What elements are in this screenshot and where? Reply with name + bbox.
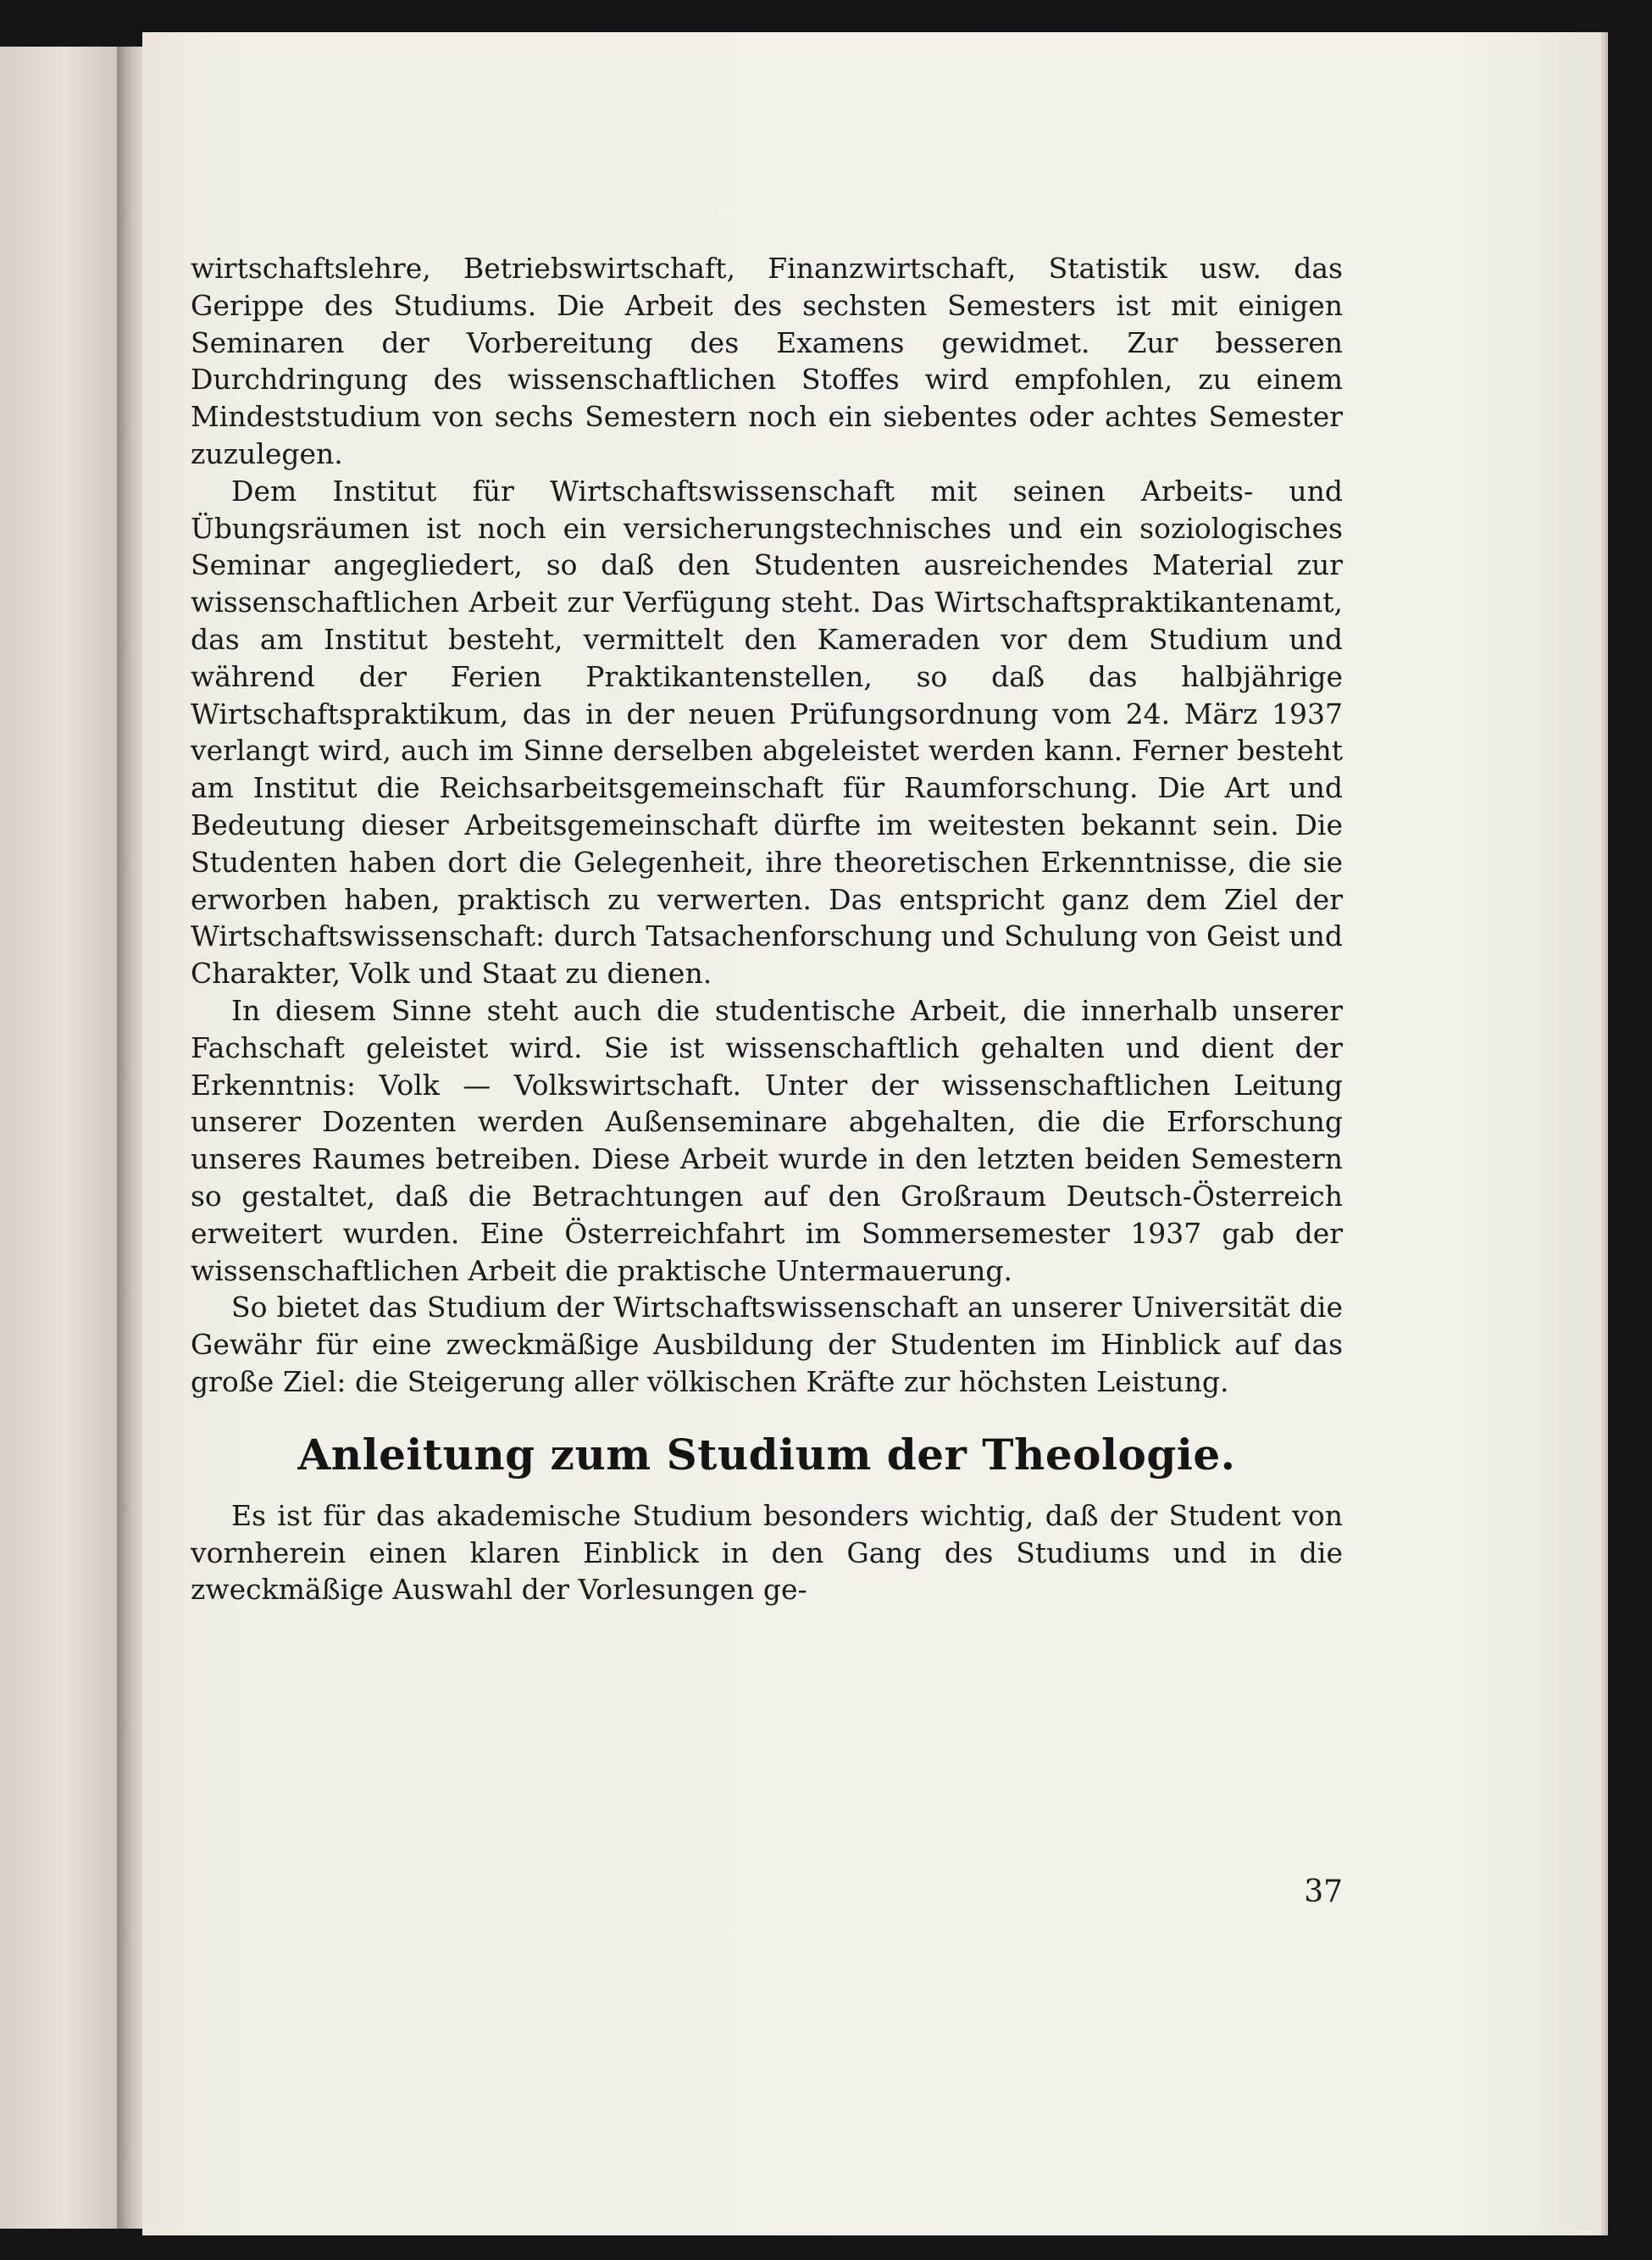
paragraph-conclusion: So bietet das Studium der Wirtschaftswissenschaft an unserer Universität die Gewähr für eine zweckmäßige Ausbildung der Studenten im Hinblick auf das große Ziel: die Steigerung aller völkischen Kräfte zur höchsten Leistung.: [191, 1291, 1343, 1398]
section-heading: Anleitung zum Studium der Theologie.: [297, 1429, 1236, 1480]
page-number: 37: [1304, 1874, 1343, 1909]
page-body: [191, 250, 1343, 1608]
paragraph-continuation: wirtschaftslehre, Betriebswirtschaft, Finanzwirtschaft, Statistik usw. das Gerippe des Studiums. Die Arbeit des sechsten Semesters ist mit einigen Seminaren der Vorbereitung des Examens gewidmet. Zur besseren Durchdringung des wissenschaftlichen Stoffes wird empfohlen, zu einem Mindeststudium von sechs Semestern noch ein siebentes oder achtes Semester zuzulegen.: [191, 252, 1343, 470]
left-page-edge: [0, 47, 117, 2229]
paragraph-institute: Dem Institut für Wirtschaftswissenschaft mit seinen Arbeits- und Übungsräumen ist noch ein versicherungstechnisches und ein soziologisches Seminar angegliedert, so daß den Studenten ausreichendes Material zur wissenschaftlichen Arbeit zur Verfügung steht. Das Wirtschaftspraktikantenamt, das am Institut besteht, vermittelt den Kameraden vor dem Studium und während der Ferien Praktikantenstellen, so daß das halbjährige Wirtschaftspraktikum, das in der neuen Prüfungsordnung vom 24. März 1937 verlangt wird, auch im Sinne derselben abgeleistet werden kann. Ferner besteht am Institut die Reichsarbeitsgemeinschaft für Raumforschung. Die Art und Bedeutung dieser Arbeitsgemeinschaft dürfte im weitesten bekannt sein. Die Studenten haben dort die Gelegenheit, ihre theoretischen Erkenntnisse, die sie erworben haben, praktisch zu verwerten. Das entspricht ganz dem Ziel der Wirtschaftswissenschaft: durch Tatsachenforschung und Schulung von Geist und Charakter, Volk und Staat zu dienen.: [191, 474, 1343, 991]
paragraph-student-work: In diesem Sinne steht auch die studentische Arbeit, die innerhalb unserer Fachschaft geleistet wird. Sie ist wissenschaftlich gehalten und dient der Erkenntnis: Volk — Volkswirtschaft. Unter der wissenschaftlichen Leitung unserer Dozenten werden Außenseminare abgehalten, die die Erforschung unseres Raumes betreiben. Diese Arbeit wurde in den letzten beiden Semestern so gestaltet, daß die Betrachtungen auf den Großraum Deutsch-Österreich erweitert wurden. Eine Österreichfahrt im Sommersemester 1937 gab der wissenschaftlichen Arbeit die praktische Untermauerung.: [191, 993, 1343, 1287]
paragraph-theology-intro: Es ist für das akademische Studium besonders wichtig, daß der Student von vornherein einen klaren Einblick in den Gang des Studiums und in die zweckmäßige Auswahl der Vorlesungen ge-: [191, 1498, 1343, 1607]
book-gutter: [117, 47, 142, 2229]
